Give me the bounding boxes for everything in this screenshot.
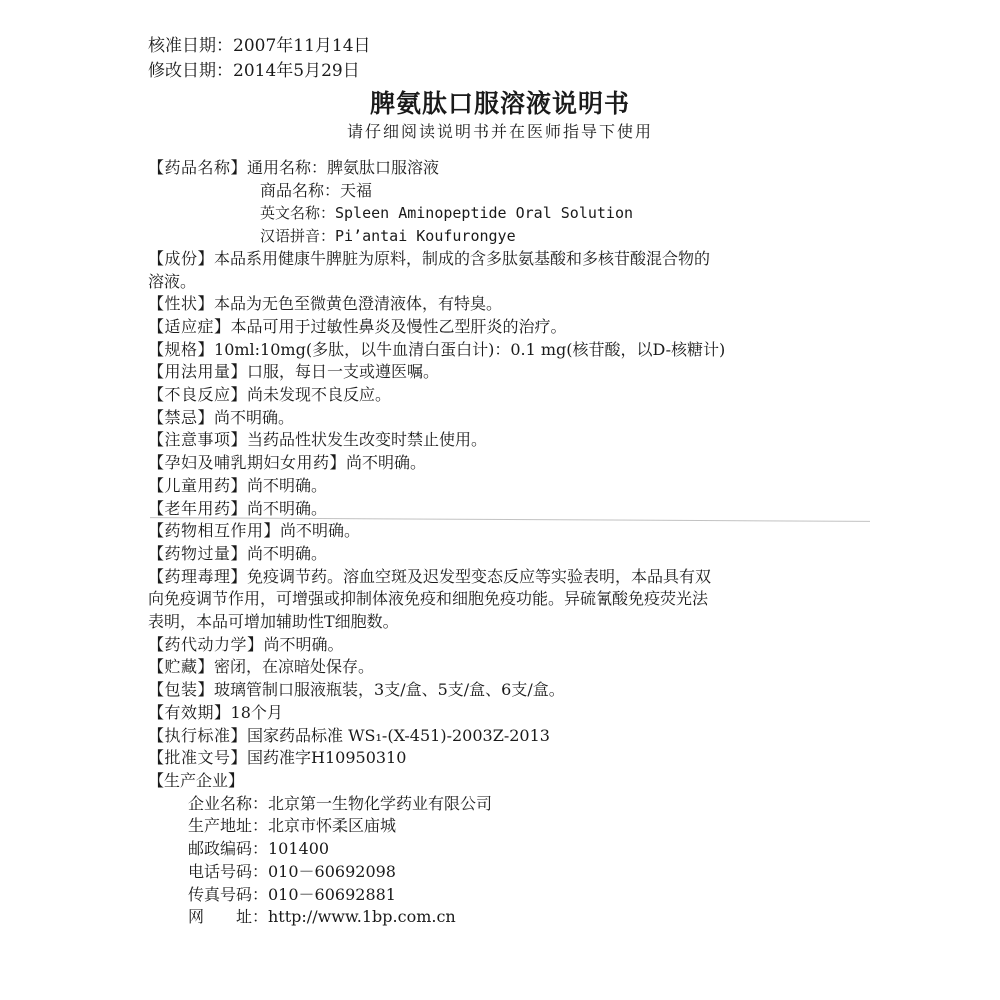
section-label: 【药理毒理】: [148, 566, 248, 586]
section-text: 本品系用健康牛脾脏为原料，制成的含多肽氨基酸和多核苷酸混合物的: [214, 248, 711, 268]
manufacturer-label: 【生产企业】: [148, 770, 245, 790]
section-text: 10ml:10mg(多肽，以牛血清白蛋白计)：0.1 mg(核苷酸，以D-核糖计): [214, 339, 726, 359]
section-text: 溶液。: [148, 271, 197, 291]
section-label: 【贮藏】: [148, 657, 215, 677]
section-line: [148, 339, 848, 362]
section-text: 国家药品标准 WS₁-(X-451)-2003Z-2013: [247, 725, 550, 745]
section-text: 本品为无色至微黄色澄清液体，有特臭。: [214, 294, 503, 314]
section-line: [148, 747, 848, 770]
section-label: 【性状】: [148, 294, 215, 314]
section-label: 【适应症】: [148, 316, 231, 336]
document-dates: [148, 34, 371, 84]
manufacturer-line: 生产地址：北京市怀柔区庙城: [188, 816, 397, 836]
section-line: [148, 475, 848, 498]
section-line: [148, 452, 848, 475]
section-line: [148, 679, 848, 702]
section-text: 尚不明确。: [263, 634, 344, 654]
manufacturer-details: [148, 793, 848, 929]
section-label: 【孕妇及哺乳期妇女用药】: [148, 453, 347, 473]
section-text: 表明，本品可增加辅助性T细胞数。: [148, 612, 399, 632]
section-label: 【不良反应】: [148, 385, 248, 405]
revision-date: 修改日期：2014年5月29日: [148, 61, 360, 81]
pinyin-name: [148, 225, 848, 248]
section-line: [148, 588, 848, 611]
generic-name: 通用名称：脾氨肽口服溶液: [247, 158, 440, 177]
section-line: [148, 271, 848, 294]
section-text: 尚不明确。: [346, 453, 427, 473]
section-text: 国药准字H10950310: [247, 748, 407, 768]
section-line: [148, 656, 848, 679]
section-line: [148, 384, 848, 407]
document-title: 脾氨肽口服溶液说明书: [369, 89, 630, 118]
document-subtitle: 请仔细阅读说明书并在医师指导下使用: [346, 122, 653, 141]
section-text: 尚不明确。: [247, 543, 328, 563]
manufacturer-line: 邮政编码：101400: [188, 839, 330, 859]
section-line: [148, 407, 848, 430]
section-label: 【包装】: [148, 680, 215, 700]
manufacturer-line: 网 址：http://www.1bp.com.cn: [188, 907, 456, 927]
section-line: [148, 520, 848, 543]
section-text: 向免疫调节作用，可增强或抑制体液免疫和细胞免疫功能。异硫氰酸免疫荧光法: [148, 589, 709, 609]
section-text: 18个月: [230, 702, 283, 722]
sections-list: [148, 248, 848, 770]
section-label: 【执行标准】: [148, 725, 248, 745]
section-line: [148, 361, 848, 384]
section-label: 【药代动力学】: [148, 634, 264, 654]
english-name-text: 英文名称：Spleen Aminopeptide Oral Solution: [260, 204, 634, 223]
section-line: [148, 566, 848, 589]
section-text: 密闭，在凉暗处保存。: [214, 657, 375, 677]
section-label: 【老年用药】: [148, 498, 248, 518]
section-line: [148, 702, 848, 725]
section-line: [148, 248, 848, 271]
manufacturer-line: 电话号码：010－60692098: [188, 861, 396, 881]
section-label: 【批准文号】: [148, 748, 248, 768]
section-line: [148, 429, 848, 452]
english-name: [148, 202, 848, 225]
section-text: 玻璃管制口服液瓶装，3支/盒、5支/盒、6支/盒。: [214, 680, 565, 700]
section-label: 【注意事项】: [148, 430, 248, 450]
approval-date: 核准日期：2007年11月14日: [148, 36, 371, 56]
section-line: [148, 725, 848, 748]
section-text: 尚不明确。: [247, 498, 328, 518]
section-line: [148, 611, 848, 634]
section-text: 尚未发现不良反应。: [247, 385, 392, 405]
section-label: 【规格】: [148, 339, 215, 359]
section-label: 【成份】: [148, 248, 215, 268]
section-line: [148, 316, 848, 339]
section-label: 【有效期】: [148, 702, 231, 722]
section-line: [148, 498, 848, 521]
section-text: 当药品性状发生改变时禁止使用。: [247, 430, 488, 450]
section-text: 口服，每日一支或遵医嘱。: [247, 362, 440, 382]
trade-name: 商品名称：天福: [260, 180, 373, 200]
section-label: 【用法用量】: [148, 362, 248, 382]
section-label: 【药物相互作用】: [148, 521, 281, 541]
section-label: 【禁忌】: [148, 407, 215, 427]
section-text: 尚不明确。: [214, 407, 295, 427]
manufacturer-line: 企业名称：北京第一生物化学药业有限公司: [188, 793, 493, 813]
pinyin-name-text: 汉语拼音：Pi’antai Koufurongye: [260, 227, 516, 246]
section-label: 【药品名称】: [148, 158, 248, 177]
section-text: 本品可用于过敏性鼻炎及慢性乙型肝炎的治疗。: [230, 316, 567, 336]
section-text: 尚不明确。: [280, 521, 361, 541]
document-body: [148, 157, 848, 929]
section-line: [148, 543, 848, 566]
manufacturer-line: 传真号码：010－60692881: [188, 884, 396, 904]
section-text: 尚不明确。: [247, 475, 328, 495]
section-line: [148, 634, 848, 657]
section-text: 免疫调节药。溶血空斑及迟发型变态反应等实验表明，本品具有双: [247, 566, 712, 586]
section-line: [148, 293, 848, 316]
section-label: 【药物过量】: [148, 543, 248, 563]
drug-name-generic-line: [148, 157, 848, 180]
section-label: 【儿童用药】: [148, 475, 248, 495]
